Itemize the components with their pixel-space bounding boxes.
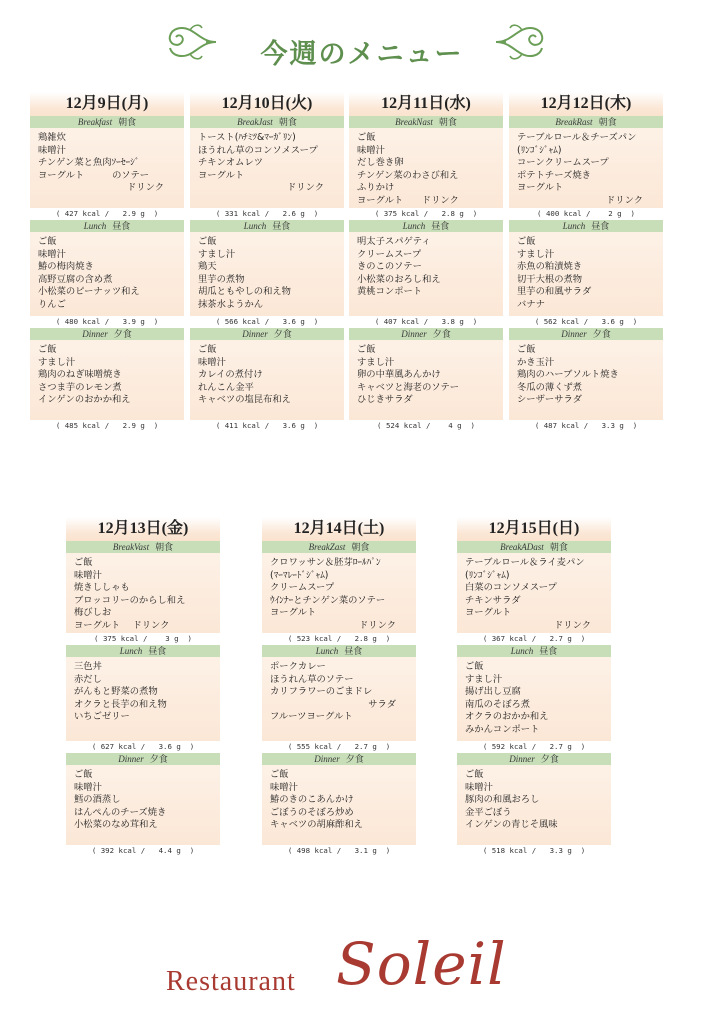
menu-item: 味噌汁 <box>38 248 66 260</box>
dinner-label-ja: 夕食 <box>149 754 168 764</box>
menu-item: きのこのソテー <box>357 261 422 273</box>
breakfast-item-list <box>74 557 214 633</box>
breakfast-items-box <box>262 553 416 633</box>
breakfast-label <box>349 116 503 128</box>
lunch-label <box>349 220 503 232</box>
menu-item: シーザーサラダ <box>517 394 582 406</box>
menu-item: 焼きししゃも <box>74 582 130 594</box>
menu-item: りんご <box>38 298 66 310</box>
day-column <box>509 92 663 432</box>
menu-item: オクラのおかか和え <box>465 711 549 723</box>
menu-item: 小松菜のおろし和え <box>357 273 441 285</box>
menu-item: 南瓜のそぼろ煮 <box>465 698 531 710</box>
menu-item: すまし汁 <box>465 673 503 685</box>
lunch-label-en: Lunch <box>510 646 534 656</box>
menu-item: コーンクリームスープ <box>517 157 609 169</box>
breakfast-label-en: BreakRast <box>555 117 593 127</box>
dinner-items-box <box>509 340 663 420</box>
breakfast-item-list <box>38 132 178 195</box>
breakfast-label-en: BreakNast <box>395 117 433 127</box>
lunch-label-ja: 昼食 <box>112 221 131 231</box>
lunch-label-en: Lunch <box>119 646 143 656</box>
menu-item: 味噌汁 <box>198 356 226 368</box>
menu-item: ヨーグルト のソテー <box>38 169 150 181</box>
menu-item: 黄桃コンポート <box>357 286 423 298</box>
day-column <box>349 92 503 432</box>
dinner-items-box <box>349 340 503 420</box>
lunch-section <box>349 220 503 328</box>
lunch-items-box <box>509 232 663 316</box>
dinner-label <box>509 328 663 340</box>
dinner-label-en: Dinner <box>242 329 268 339</box>
menu-item: バナナ <box>517 298 545 310</box>
lunch-label <box>30 220 184 232</box>
lunch-label-en: Lunch <box>562 221 586 231</box>
dinner-label <box>349 328 503 340</box>
menu-item: すまし汁 <box>38 356 76 368</box>
breakfast-item-list <box>517 132 657 208</box>
dinner-nutrition: ( 392 kcal / 4.4 g ) <box>91 846 195 855</box>
day-date: 12月11日(水) <box>349 92 503 116</box>
lunch-label-en: Lunch <box>315 646 339 656</box>
dinner-item-list <box>517 344 657 407</box>
menu-item: 味噌汁 <box>74 569 102 581</box>
lunch-label-en: Lunch <box>243 221 267 231</box>
breakfast-nutrition: ( 427 kcal / 2.9 g ) <box>55 209 159 218</box>
breakfast-label <box>457 541 611 553</box>
dinner-section <box>190 328 344 432</box>
menu-item: さつま芋のレモン煮 <box>38 381 122 393</box>
menu-item: 鱈の酒蒸し <box>74 794 121 806</box>
day-column <box>262 517 416 857</box>
breakfast-section <box>509 116 663 220</box>
breakfast-items-box <box>30 128 184 208</box>
menu-item: ヨーグルト ドリンク <box>357 194 459 206</box>
breakfast-nutrition: ( 400 kcal / 2 g ) <box>537 209 635 218</box>
menu-item: クロワッサン＆胚芽ﾛｰﾙﾊﾟﾝ <box>270 557 381 568</box>
lunch-label-ja: 昼食 <box>272 221 291 231</box>
menu-item: ふりかけ <box>357 182 395 194</box>
dinner-items-box <box>262 765 416 845</box>
lunch-label <box>190 220 344 232</box>
menu-item: ご飯 <box>38 344 57 355</box>
brand-soleil: Soleil <box>336 930 507 998</box>
menu-item: オクラと長芋の和え物 <box>74 698 167 710</box>
menu-item: 梅びしお <box>74 607 112 619</box>
dinner-section <box>349 328 503 432</box>
menu-item: ドリンク <box>605 194 643 206</box>
dinner-label <box>30 328 184 340</box>
day-column <box>190 92 344 432</box>
breakfast-section <box>349 116 503 220</box>
breakfast-item-list <box>198 132 338 195</box>
menu-item: 明太子スパゲティ <box>357 236 431 247</box>
lunch-label <box>509 220 663 232</box>
breakfast-label <box>66 541 220 553</box>
dinner-nutrition: ( 524 kcal / 4 g ) <box>377 421 475 430</box>
menu-item: テーブルロール＆チーズパン <box>517 132 637 143</box>
breakfast-nutrition: ( 523 kcal / 2.8 g ) <box>287 634 391 643</box>
menu-item: はんぺんのチーズ焼き <box>74 806 167 818</box>
menu-item: ご飯 <box>74 769 93 780</box>
dinner-section <box>262 753 416 857</box>
menu-item: れんこん金平 <box>198 381 254 393</box>
menu-item: ご飯 <box>38 236 57 247</box>
lunch-label-ja: 昼食 <box>148 646 167 656</box>
menu-item: ご飯 <box>465 661 484 672</box>
menu-item: 鶏雑炊 <box>38 132 66 143</box>
menu-item: みかんコンポート <box>465 723 540 735</box>
menu-item: 高野豆腐の含め煮 <box>38 273 113 285</box>
menu-item: かき玉汁 <box>517 356 555 368</box>
menu-item: (ﾘﾝｺﾞｼﾞｬﾑ) <box>517 144 562 156</box>
lunch-section <box>509 220 663 328</box>
breakfast-nutrition: ( 331 kcal / 2.6 g ) <box>215 209 319 218</box>
menu-item: 鶏肉のハーブソルト焼き <box>517 369 619 381</box>
menu-item: ヨーグルト <box>198 169 245 181</box>
dinner-items-box <box>457 765 611 845</box>
lunch-label <box>262 645 416 657</box>
dinner-item-list <box>465 769 605 832</box>
dinner-nutrition: ( 411 kcal / 3.6 g ) <box>215 421 319 430</box>
lunch-section <box>66 645 220 753</box>
menu-item: チンゲン菜と魚肉ｿｰｾｰｼﾞ <box>38 157 140 169</box>
dinner-nutrition: ( 518 kcal / 3.3 g ) <box>482 846 586 855</box>
dinner-label-en: Dinner <box>561 329 587 339</box>
lunch-nutrition: ( 480 kcal / 3.9 g ) <box>55 317 159 326</box>
day-date: 12月9日(月) <box>30 92 184 116</box>
menu-item: テーブルロール＆ライ麦パン <box>465 557 585 568</box>
menu-item: ヨーグルト ドリンク <box>74 619 170 631</box>
menu-item: がんもと野菜の煮物 <box>74 686 158 698</box>
dinner-item-list <box>38 344 178 407</box>
menu-item: 里芋の煮物 <box>198 273 245 285</box>
dinner-item-list <box>270 769 410 832</box>
dinner-label-en: Dinner <box>509 754 535 764</box>
dinner-label-en: Dinner <box>401 329 427 339</box>
menu-item: ごぼうのそぼろ炒め <box>270 806 354 818</box>
lunch-item-list <box>198 236 338 312</box>
lunch-item-list <box>270 661 410 724</box>
menu-item: だし巻き卵 <box>357 157 404 169</box>
lunch-items-box <box>262 657 416 741</box>
breakfast-items-box <box>190 128 344 208</box>
lunch-item-list <box>357 236 497 299</box>
menu-item: 赤魚の粕漬焼き <box>517 261 583 273</box>
menu-item: 赤だし <box>74 673 102 685</box>
menu-item: ご飯 <box>465 769 484 780</box>
breakfast-label <box>190 116 344 128</box>
menu-item: 鰆の梅肉焼き <box>38 261 94 273</box>
menu-item: いちごゼリー <box>74 711 130 723</box>
dinner-items-box <box>66 765 220 845</box>
menu-item: 三色丼 <box>74 661 102 672</box>
lunch-section <box>30 220 184 328</box>
breakfast-label-ja: 朝食 <box>351 542 370 552</box>
dinner-nutrition: ( 485 kcal / 2.9 g ) <box>55 421 159 430</box>
dinner-item-list <box>198 344 338 407</box>
menu-item: (ﾏｰﾏﾚｰﾄﾞｼﾞｬﾑ) <box>270 569 329 581</box>
menu-item: ドリンク <box>358 619 396 631</box>
lunch-items-box <box>30 232 184 316</box>
menu-item: 小松菜のなめ茸和え <box>74 819 158 831</box>
dinner-items-box <box>190 340 344 420</box>
dinner-items-box <box>30 340 184 420</box>
lunch-item-list <box>38 236 178 312</box>
breakfast-section <box>66 541 220 645</box>
menu-item: ｳｲﾝﾅｰとチンゲン菜のソテー <box>270 594 386 606</box>
breakfast-nutrition: ( 367 kcal / 2.7 g ) <box>482 634 586 643</box>
breakfast-items-box <box>66 553 220 633</box>
menu-item: 味噌汁 <box>465 781 493 793</box>
lunch-items-box <box>66 657 220 741</box>
menu-item: キャベツと海老のソテー <box>357 381 460 393</box>
breakfast-section <box>30 116 184 220</box>
menu-item: 味噌汁 <box>357 144 385 156</box>
dinner-item-list <box>74 769 214 832</box>
menu-item: ポークカレー <box>270 661 326 672</box>
dinner-section <box>457 753 611 857</box>
lunch-label <box>66 645 220 657</box>
lunch-nutrition: ( 555 kcal / 2.7 g ) <box>287 742 391 751</box>
menu-item: インゲンのおかか和え <box>38 394 131 406</box>
breakfast-nutrition: ( 375 kcal / 3 g ) <box>94 634 192 643</box>
menu-item: ひじきサラダ <box>357 394 413 406</box>
menu-item: 金平ごぼう <box>465 806 512 818</box>
breakfast-label-ja: 朝食 <box>549 542 568 552</box>
breakfast-section <box>262 541 416 645</box>
dinner-label-ja: 夕食 <box>113 329 132 339</box>
restaurant-logo <box>0 930 724 1010</box>
dinner-label <box>262 753 416 765</box>
lunch-label-en: Lunch <box>83 221 107 231</box>
day-column <box>457 517 611 857</box>
breakfast-label-ja: 朝食 <box>118 117 137 127</box>
dinner-label-en: Dinner <box>314 754 340 764</box>
lunch-nutrition: ( 592 kcal / 2.7 g ) <box>482 742 586 751</box>
menu-item: ご飯 <box>74 557 93 568</box>
breakfast-label-ja: 朝食 <box>278 117 297 127</box>
menu-item: 味噌汁 <box>270 781 298 793</box>
lunch-nutrition: ( 566 kcal / 3.6 g ) <box>215 317 319 326</box>
breakfast-label <box>509 116 663 128</box>
dinner-nutrition: ( 498 kcal / 3.1 g ) <box>287 846 391 855</box>
brand-restaurant: Restaurant <box>166 966 296 997</box>
breakfast-label <box>262 541 416 553</box>
lunch-section <box>457 645 611 753</box>
menu-item: ほうれん草のソテー <box>270 673 354 685</box>
menu-item: フルーツヨーグルト <box>270 711 353 723</box>
menu-item: サラダ <box>368 698 396 710</box>
lunch-label-ja: 昼食 <box>591 221 610 231</box>
breakfast-label-ja: 朝食 <box>598 117 617 127</box>
day-column <box>66 517 220 857</box>
breakfast-label-en: BreakVast <box>112 542 150 552</box>
dinner-label-ja: 夕食 <box>432 329 451 339</box>
menu-item: ポテトチーズ焼き <box>517 169 591 181</box>
breakfast-items-box <box>457 553 611 633</box>
day-date: 12月13日(金) <box>66 517 220 541</box>
menu-item: ブロッコリーのからし和え <box>74 594 186 606</box>
breakfast-section <box>457 541 611 645</box>
lunch-label <box>457 645 611 657</box>
breakfast-label <box>30 116 184 128</box>
menu-item: カリフラワーのごまドレ <box>270 686 373 698</box>
day-date: 12月10日(火) <box>190 92 344 116</box>
menu-item: ほうれん草のコンソメスープ <box>198 144 318 156</box>
menu-item: インゲンの青じそ風味 <box>465 819 558 831</box>
menu-item: 抹茶水ようかん <box>198 298 264 310</box>
menu-item: カレイの煮付け <box>198 369 263 381</box>
breakfast-label-en: BreakZast <box>308 542 346 552</box>
menu-item: 卵の中華風あんかけ <box>357 369 441 381</box>
lunch-label-ja: 昼食 <box>539 646 558 656</box>
menu-item: 切干大根の煮物 <box>517 273 583 285</box>
menu-item: ご飯 <box>357 344 376 355</box>
day-column <box>30 92 184 432</box>
lunch-label-ja: 昼食 <box>344 646 363 656</box>
lunch-section <box>190 220 344 328</box>
dinner-section <box>509 328 663 432</box>
breakfast-label-ja: 朝食 <box>438 117 457 127</box>
day-date: 12月14日(土) <box>262 517 416 541</box>
breakfast-label-en: Breakfast <box>77 117 113 127</box>
lunch-label-ja: 昼食 <box>431 221 450 231</box>
menu-item: すまし汁 <box>357 356 395 368</box>
menu-item: 豚肉の和風おろし <box>465 794 540 806</box>
menu-item: ドリンク <box>126 182 164 194</box>
breakfast-label-en: BreakADast <box>500 542 544 552</box>
menu-item: (ﾘﾝｺﾞｼﾞｬﾑ) <box>465 569 510 581</box>
lunch-nutrition: ( 407 kcal / 3.8 g ) <box>374 317 478 326</box>
breakfast-nutrition: ( 375 kcal / 2.8 g ) <box>374 209 478 218</box>
lunch-items-box <box>349 232 503 316</box>
menu-item: すまし汁 <box>198 248 236 260</box>
menu-item: ドリンク <box>553 619 591 631</box>
menu-item: 鶏天 <box>198 261 217 273</box>
menu-item: 里芋の和風サラダ <box>517 286 592 298</box>
menu-item: 冬瓜の薄くず煮 <box>517 381 583 393</box>
menu-item: 味噌汁 <box>74 781 102 793</box>
menu-item: ご飯 <box>517 236 536 247</box>
menu-item: チキンオムレツ <box>198 157 263 169</box>
flourish-right-icon <box>492 20 552 64</box>
menu-item: キャベツの胡麻酢和え <box>270 819 363 831</box>
breakfast-items-box <box>349 128 503 208</box>
dinner-label-ja: 夕食 <box>592 329 611 339</box>
menu-item: ご飯 <box>357 132 376 143</box>
dinner-section <box>66 753 220 857</box>
dinner-label-en: Dinner <box>82 329 108 339</box>
menu-item: 味噌汁 <box>38 144 66 156</box>
menu-item: ヨーグルト <box>270 607 317 619</box>
dinner-label <box>457 753 611 765</box>
lunch-nutrition: ( 562 kcal / 3.6 g ) <box>534 317 638 326</box>
dinner-label-ja: 夕食 <box>273 329 292 339</box>
breakfast-item-list <box>357 132 497 208</box>
menu-item: ご飯 <box>198 236 217 247</box>
menu-item: 胡瓜ともやしの和え物 <box>198 286 291 298</box>
lunch-item-list <box>465 661 605 737</box>
menu-item: ご飯 <box>198 344 217 355</box>
dinner-label <box>66 753 220 765</box>
breakfast-label-en: BreakJast <box>237 117 273 127</box>
page-title: 今週のメニュー <box>260 39 464 70</box>
lunch-items-box <box>457 657 611 741</box>
dinner-label-en: Dinner <box>118 754 144 764</box>
lunch-section <box>262 645 416 753</box>
breakfast-item-list <box>270 557 410 633</box>
dinner-label-ja: 夕食 <box>540 754 559 764</box>
dinner-label <box>190 328 344 340</box>
header <box>0 14 724 74</box>
day-date: 12月12日(木) <box>509 92 663 116</box>
breakfast-section <box>190 116 344 220</box>
dinner-label-ja: 夕食 <box>345 754 364 764</box>
lunch-label-en: Lunch <box>402 221 426 231</box>
lunch-item-list <box>517 236 657 312</box>
menu-item: ご飯 <box>270 769 289 780</box>
menu-item: ドリンク <box>286 182 324 194</box>
menu-item: すまし汁 <box>517 248 555 260</box>
dinner-item-list <box>357 344 497 407</box>
menu-item: 小松菜のピーナッツ和え <box>38 286 140 298</box>
lunch-items-box <box>190 232 344 316</box>
menu-item: チキンサラダ <box>465 594 521 606</box>
menu-item: クリームスープ <box>357 248 422 260</box>
menu-item: ご飯 <box>517 344 536 355</box>
lunch-item-list <box>74 661 214 724</box>
day-date: 12月15日(日) <box>457 517 611 541</box>
lunch-nutrition: ( 627 kcal / 3.6 g ) <box>91 742 195 751</box>
dinner-section <box>30 328 184 432</box>
menu-item: トースト(ﾊﾁﾐﾂ&ﾏｰｶﾞﾘﾝ) <box>198 132 296 143</box>
breakfast-item-list <box>465 557 605 633</box>
breakfast-items-box <box>509 128 663 208</box>
menu-item: チンゲン菜のわさび和え <box>357 169 459 181</box>
menu-item: ヨーグルト <box>517 182 564 194</box>
menu-item: 鰆のきのこあんかけ <box>270 794 354 806</box>
breakfast-label-ja: 朝食 <box>155 542 174 552</box>
menu-item: ヨーグルト <box>465 607 512 619</box>
dinner-nutrition: ( 487 kcal / 3.3 g ) <box>534 421 638 430</box>
menu-item: クリームスープ <box>270 582 335 594</box>
menu-item: キャベツの塩昆布和え <box>198 394 291 406</box>
menu-item: 揚げ出し豆腐 <box>465 686 521 698</box>
menu-item: 白菜のコンソメスープ <box>465 582 557 594</box>
menu-item: 鶏肉のねぎ味噌焼き <box>38 369 122 381</box>
